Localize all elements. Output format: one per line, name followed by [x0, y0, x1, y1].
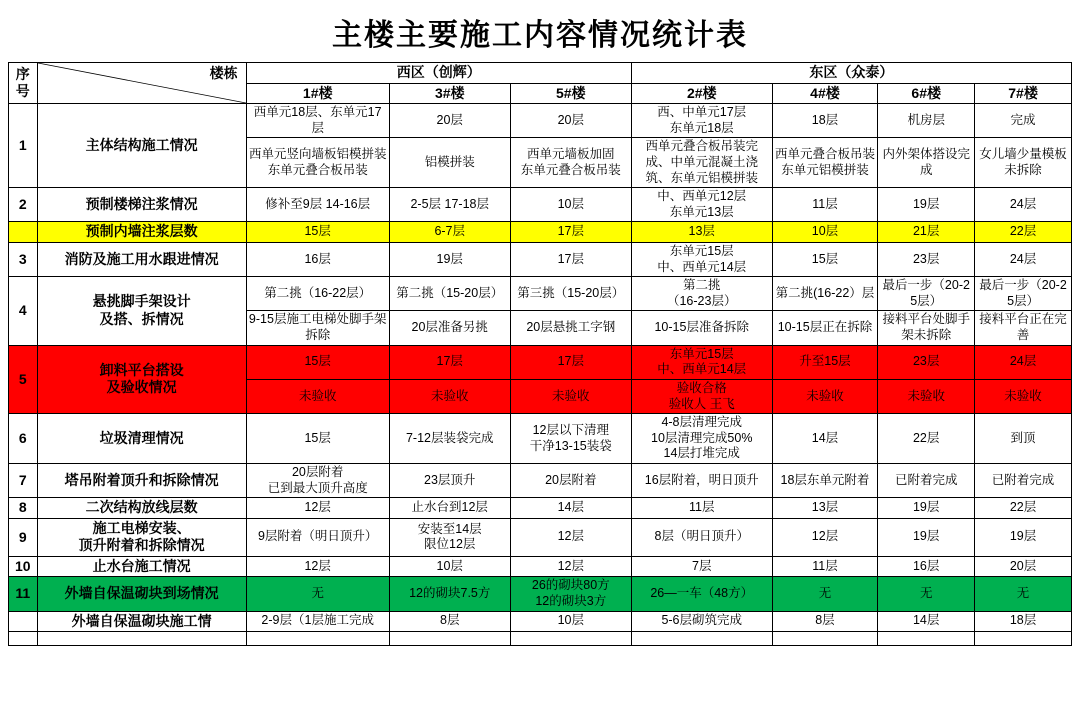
- row-number: [9, 632, 38, 646]
- row-label: 塔吊附着顶升和拆除情况: [37, 464, 246, 498]
- table-cell: 完成: [975, 104, 1072, 138]
- table-cell: 16层附着，明日顶升: [631, 464, 772, 498]
- row-label: 预制内墙注浆层数: [37, 222, 246, 243]
- table-cell: [631, 632, 772, 646]
- table-cell: [389, 632, 510, 646]
- table-cell: 到顶: [975, 414, 1072, 464]
- table-cell: [975, 632, 1072, 646]
- row-label: 悬挑脚手架设计 及搭、拆情况: [37, 277, 246, 346]
- table-cell: 16层: [878, 556, 975, 577]
- table-cell: 西单元墙板加固 东单元叠合板吊装: [510, 138, 631, 188]
- table-cell: 7-12层装袋完成: [389, 414, 510, 464]
- row-label: [37, 632, 246, 646]
- table-cell: 已附着完成: [878, 464, 975, 498]
- table-cell: 未验收: [772, 379, 878, 413]
- table-cell: 安装至14层 限位12层: [389, 518, 510, 556]
- table-cell: 19层: [878, 518, 975, 556]
- table-cell: 24层: [975, 188, 1072, 222]
- table-cell: 26—一车（48方）: [631, 577, 772, 611]
- zone-header-east: 东区（众泰）: [631, 63, 1071, 84]
- table-cell: 9-15层施工电梯处脚手架拆除: [246, 311, 389, 345]
- table-cell: 18层: [975, 611, 1072, 632]
- row-number: 9: [9, 518, 38, 556]
- table-cell: 西单元竖向墙板铝模拼装 东单元叠合板吊装: [246, 138, 389, 188]
- table-cell: 第二挑（15-20层）: [389, 277, 510, 311]
- table-cell: 2-9层（1层施工完成: [246, 611, 389, 632]
- table-cell: 未验收: [510, 379, 631, 413]
- row-label: 消防及施工用水跟进情况: [37, 242, 246, 276]
- header-seq: [9, 63, 38, 104]
- table-cell: 20层: [510, 104, 631, 138]
- table-cell: 内外架体搭设完成: [878, 138, 975, 188]
- row-label: 预制楼梯注浆情况: [37, 188, 246, 222]
- table-cell: 8层（明日顶升）: [631, 518, 772, 556]
- row-label: 垃圾清理情况: [37, 414, 246, 464]
- table-cell: 无: [878, 577, 975, 611]
- table-cell: 12层: [246, 556, 389, 577]
- table-cell: 接料平台处脚手架未拆除: [878, 311, 975, 345]
- table-cell: [246, 632, 389, 646]
- table-cell: 未验收: [246, 379, 389, 413]
- table-cell: 6-7层: [389, 222, 510, 243]
- table-cell: 15层: [246, 414, 389, 464]
- table-cell: 8层: [772, 611, 878, 632]
- building-header-2: 2#楼: [631, 83, 772, 104]
- row-number: 2: [9, 188, 38, 222]
- table-cell: 17层: [510, 222, 631, 243]
- table-cell: 12的砌块7.5方: [389, 577, 510, 611]
- row-number: 6: [9, 414, 38, 464]
- table-cell: 铝模拼装: [389, 138, 510, 188]
- table-cell: 2-5层 17-18层: [389, 188, 510, 222]
- table-cell: 23层: [878, 345, 975, 379]
- header-corner-building-label: 楼栋: [209, 65, 238, 81]
- table-cell: 23层顶升: [389, 464, 510, 498]
- table-cell: 20层悬挑工字钢: [510, 311, 631, 345]
- table-cell: 13层: [631, 222, 772, 243]
- table-cell: 11层: [772, 556, 878, 577]
- table-cell: 无: [772, 577, 878, 611]
- row-number: 7: [9, 464, 38, 498]
- table-cell: 14层: [772, 414, 878, 464]
- table-cell: 女儿墙少量模板未拆除: [975, 138, 1072, 188]
- table-cell: 西、中单元17层 东单元18层: [631, 104, 772, 138]
- table-cell: 第二挑 （16-23层）: [631, 277, 772, 311]
- table-row: [9, 188, 1072, 222]
- table-cell: 20层准备另挑: [389, 311, 510, 345]
- building-header-7: 7#楼: [975, 83, 1072, 104]
- table-cell: 19层: [878, 498, 975, 519]
- table-cell: 11层: [631, 498, 772, 519]
- table-cell: 第二挑(16-22）层: [772, 277, 878, 311]
- table-cell: 接料平台正在完善: [975, 311, 1072, 345]
- table-cell: 12层以下清理 干净13-15装袋: [510, 414, 631, 464]
- table-cell: 修补至9层 14-16层: [246, 188, 389, 222]
- table-cell: 22层: [975, 222, 1072, 243]
- table-cell: 东单元15层 中、西单元14层: [631, 242, 772, 276]
- table-cell: 12层: [772, 518, 878, 556]
- building-header-4: 4#楼: [772, 83, 878, 104]
- table-cell: 最后一步（20-25层）: [975, 277, 1072, 311]
- construction-status-table: [8, 62, 1072, 646]
- table-cell: [510, 632, 631, 646]
- table-cell: 15层: [772, 242, 878, 276]
- table-cell: [878, 632, 975, 646]
- table-cell: 17层: [510, 345, 631, 379]
- table-cell: 10层: [510, 611, 631, 632]
- table-cell: 未验收: [878, 379, 975, 413]
- building-header-3: 3#楼: [389, 83, 510, 104]
- row-number: 8: [9, 498, 38, 519]
- table-cell: 最后一步（20-25层）: [878, 277, 975, 311]
- table-cell: 4-8层清理完成 10层清理完成50% 14层打堆完成: [631, 414, 772, 464]
- table-cell: 东单元15层 中、西单元14层: [631, 345, 772, 379]
- row-number: 4: [9, 277, 38, 346]
- table-cell: 止水台到12层: [389, 498, 510, 519]
- row-number: 11: [9, 577, 38, 611]
- table-cell: 5-6层砌筑完成: [631, 611, 772, 632]
- table-cell: 17层: [510, 242, 631, 276]
- zone-header-west: 西区（创辉）: [246, 63, 631, 84]
- table-cell: 24层: [975, 242, 1072, 276]
- row-label: 外墙自保温砌块到场情况: [37, 577, 246, 611]
- table-row: [9, 277, 1072, 311]
- table-cell: 西单元18层、东单元17层: [246, 104, 389, 138]
- table-row: [9, 556, 1072, 577]
- table-cell: 升至15层: [772, 345, 878, 379]
- table-cell: 机房层: [878, 104, 975, 138]
- table-cell: 14层: [878, 611, 975, 632]
- row-label: 止水台施工情况: [37, 556, 246, 577]
- header-seq-line2: 号: [15, 83, 30, 99]
- table-cell: 西单元叠合板吊装完成、中单元混凝土浇筑、东单元铝模拼装: [631, 138, 772, 188]
- table-cell: 23层: [878, 242, 975, 276]
- table-row: [9, 611, 1072, 632]
- table-cell: 验收合格 验收人 王飞: [631, 379, 772, 413]
- table-cell: 21层: [878, 222, 975, 243]
- table-cell: 12层: [510, 556, 631, 577]
- table-cell: 19层: [389, 242, 510, 276]
- row-label: 卸料平台搭设 及验收情况: [37, 345, 246, 414]
- table-cell: 10层: [389, 556, 510, 577]
- table-row: [9, 222, 1072, 243]
- table-cell: 22层: [878, 414, 975, 464]
- table-cell: 12层: [246, 498, 389, 519]
- table-row: [9, 345, 1072, 379]
- table-cell: 未验收: [975, 379, 1072, 413]
- table-cell: 18层东单元附着: [772, 464, 878, 498]
- table-row: [9, 577, 1072, 611]
- table-cell: 10层: [772, 222, 878, 243]
- header-seq-line1: 序: [15, 65, 30, 82]
- row-label: 二次结构放线层数: [37, 498, 246, 519]
- header-corner-cell: [37, 63, 246, 104]
- table-row: [9, 498, 1072, 519]
- table-cell: 19层: [975, 518, 1072, 556]
- page-title: 主楼主要施工内容情况统计表: [332, 19, 748, 52]
- table-row: [9, 414, 1072, 464]
- table-cell: 20层: [975, 556, 1072, 577]
- table-cell: 中、西单元12层 东单元13层: [631, 188, 772, 222]
- table-cell: 8层: [389, 611, 510, 632]
- table-cell: 13层: [772, 498, 878, 519]
- table-cell: 17层: [389, 345, 510, 379]
- table-cell: 7层: [631, 556, 772, 577]
- table-cell: 18层: [772, 104, 878, 138]
- table-cell: 20层: [389, 104, 510, 138]
- table-row: [9, 464, 1072, 498]
- table-cell: 无: [246, 577, 389, 611]
- table-cell: [772, 632, 878, 646]
- table-row: [9, 242, 1072, 276]
- table-cell: 15层: [246, 222, 389, 243]
- table-header-row-1: [9, 63, 1072, 84]
- table-cell: 19层: [878, 188, 975, 222]
- table-cell: 20层附着 已到最大顶升高度: [246, 464, 389, 498]
- table-cell: 已附着完成: [975, 464, 1072, 498]
- table-cell: 10-15层准备拆除: [631, 311, 772, 345]
- row-number: [9, 222, 38, 243]
- table-cell: 11层: [772, 188, 878, 222]
- table-cell: 第三挑（15-20层）: [510, 277, 631, 311]
- building-header-5: 5#楼: [510, 83, 631, 104]
- table-cell: 第二挑（16-22层）: [246, 277, 389, 311]
- table-cell: 16层: [246, 242, 389, 276]
- table-cell: 无: [975, 577, 1072, 611]
- table-cell: 未验收: [389, 379, 510, 413]
- row-number: 1: [9, 104, 38, 188]
- building-header-6: 6#楼: [878, 83, 975, 104]
- table-cell: 10-15层正在拆除: [772, 311, 878, 345]
- table-cell: 14层: [510, 498, 631, 519]
- table-cell: 9层附着（明日顶升）: [246, 518, 389, 556]
- table-row: [9, 518, 1072, 556]
- table-cell: 12层: [510, 518, 631, 556]
- building-header-1: 1#楼: [246, 83, 389, 104]
- row-number: 5: [9, 345, 38, 414]
- row-label: 主体结构施工情况: [37, 104, 246, 188]
- table-cell: 22层: [975, 498, 1072, 519]
- table-cell: 10层: [510, 188, 631, 222]
- row-label: 施工电梯安装、 顶升附着和拆除情况: [37, 518, 246, 556]
- row-number: [9, 611, 38, 632]
- table-row: [9, 632, 1072, 646]
- table-row: [9, 104, 1072, 138]
- table-cell: 26的砌块80方 12的砌块3方: [510, 577, 631, 611]
- row-number: 10: [9, 556, 38, 577]
- row-number: 3: [9, 242, 38, 276]
- table-cell: 西单元叠合板吊装 东单元铝模拼装: [772, 138, 878, 188]
- table-cell: 15层: [246, 345, 389, 379]
- table-cell: 24层: [975, 345, 1072, 379]
- row-label: 外墙自保温砌块施工情: [37, 611, 246, 632]
- table-cell: 20层附着: [510, 464, 631, 498]
